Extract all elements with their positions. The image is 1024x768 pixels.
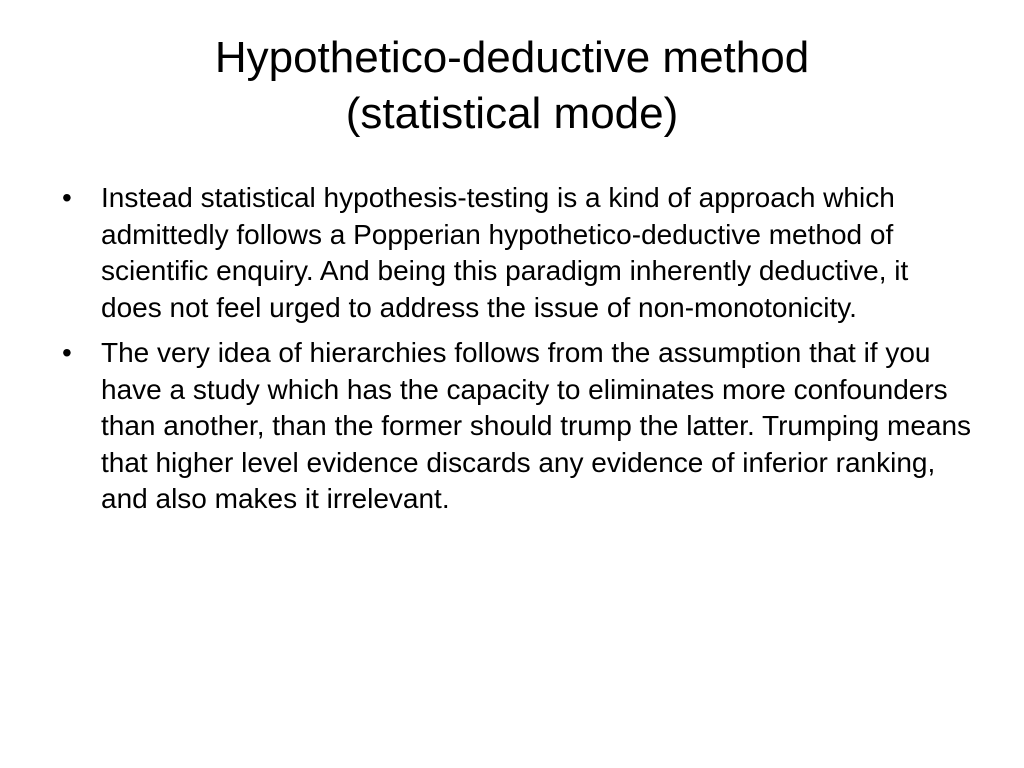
slide-title [60, 30, 964, 142]
bullet-text: The very idea of hierarchies follows from the assumption that if you have a study which has the capacity to eliminates more confounders than another, than the former should trump the latter. Trumping means that higher level evidence discards any evidence of inferior ranking, and also makes it irrelevant. [101, 337, 972, 514]
bullet-list [56, 180, 976, 527]
bullet-item [56, 180, 976, 326]
bullet-icon: • [62, 337, 72, 368]
bullet-text: Instead statistical hypothesis-testing is a kind of approach which admittedly follows a Popperian hypothetico-deductive method of scientific enquiry. And being this paradigm inherently deductive, it does not feel urged to address the issue of non-monotonicity. [101, 182, 909, 323]
bullet-icon: • [62, 182, 72, 213]
bullet-item [56, 335, 976, 518]
slide-title-line-1: Hypothetico-deductive method [214, 33, 810, 82]
slide-title-line-2: (statistical mode) [345, 89, 679, 138]
